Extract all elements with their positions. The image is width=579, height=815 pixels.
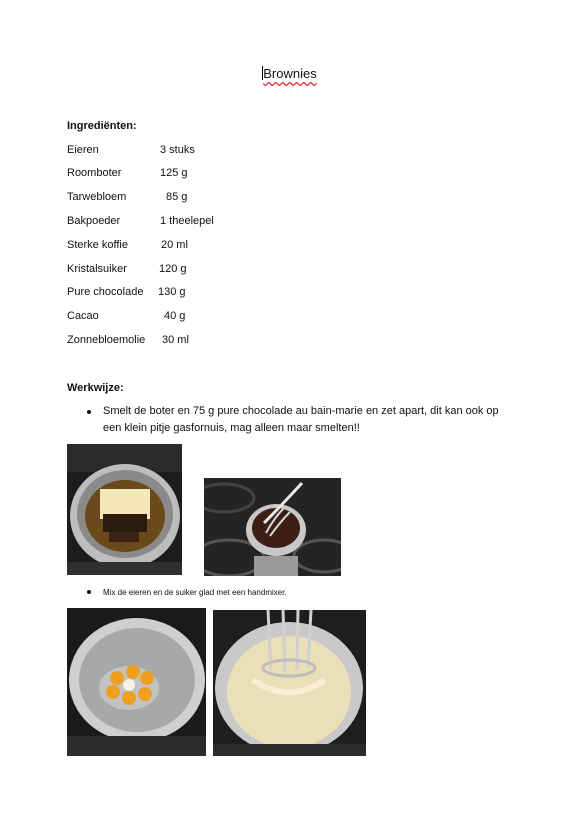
photo-image [204, 478, 341, 576]
method-step-line: Mix de eieren en de suiker glad met een handmixer. [103, 588, 287, 597]
ingredient-quantity: 3 stuks [160, 144, 195, 156]
method-step [103, 584, 503, 601]
method-step-line: een klein pitje gasfornuis, mag alleen maar smelten!! [103, 422, 360, 434]
ingredient-quantity: 20 ml [161, 239, 188, 251]
ingredient-name: Kristalsuiker [67, 263, 127, 275]
ingredient-name: Eieren [67, 144, 99, 156]
document-title [0, 66, 579, 81]
mixed-batter-whisk-photo [213, 610, 366, 756]
ingredient-quantity: 30 ml [162, 334, 189, 346]
bullet-icon [87, 410, 91, 414]
melted-chocolate-whisk-photo [204, 478, 341, 576]
ingredient-quantity: 1 theelepel [160, 215, 214, 227]
photo-image [213, 610, 366, 756]
bullet-icon [87, 590, 91, 594]
ingredient-name: Bakpoeder [67, 215, 121, 227]
ingredient-name: Cacao [67, 310, 99, 322]
title-text: Brownies [263, 66, 317, 81]
ingredients-heading: Ingrediënten: [67, 120, 137, 132]
ingredient-name: Tarwebloem [67, 191, 127, 203]
ingredient-quantity: 125 g [160, 167, 188, 179]
eggs-sugar-bowl-photo [67, 608, 206, 756]
ingredient-quantity: 85 g [166, 191, 188, 203]
ingredient-name: Sterke koffie [67, 239, 128, 251]
method-step-line: Smelt de boter en 75 g pure chocolade au bain-marie en zet apart, dit kan ook op [103, 405, 499, 417]
ingredient-name: Zonnebloemolie [67, 334, 146, 346]
photo-image [67, 444, 182, 575]
ingredient-quantity: 120 g [159, 263, 187, 275]
method-heading: Werkwijze: [67, 382, 124, 394]
ingredient-name: Roomboter [67, 167, 122, 179]
butter-chocolate-bowl-photo [67, 444, 182, 575]
ingredient-name: Pure chocolade [67, 286, 144, 298]
method-step [103, 403, 523, 437]
photo-image [67, 608, 206, 756]
ingredient-quantity: 130 g [158, 286, 186, 298]
ingredient-quantity: 40 g [164, 310, 186, 322]
